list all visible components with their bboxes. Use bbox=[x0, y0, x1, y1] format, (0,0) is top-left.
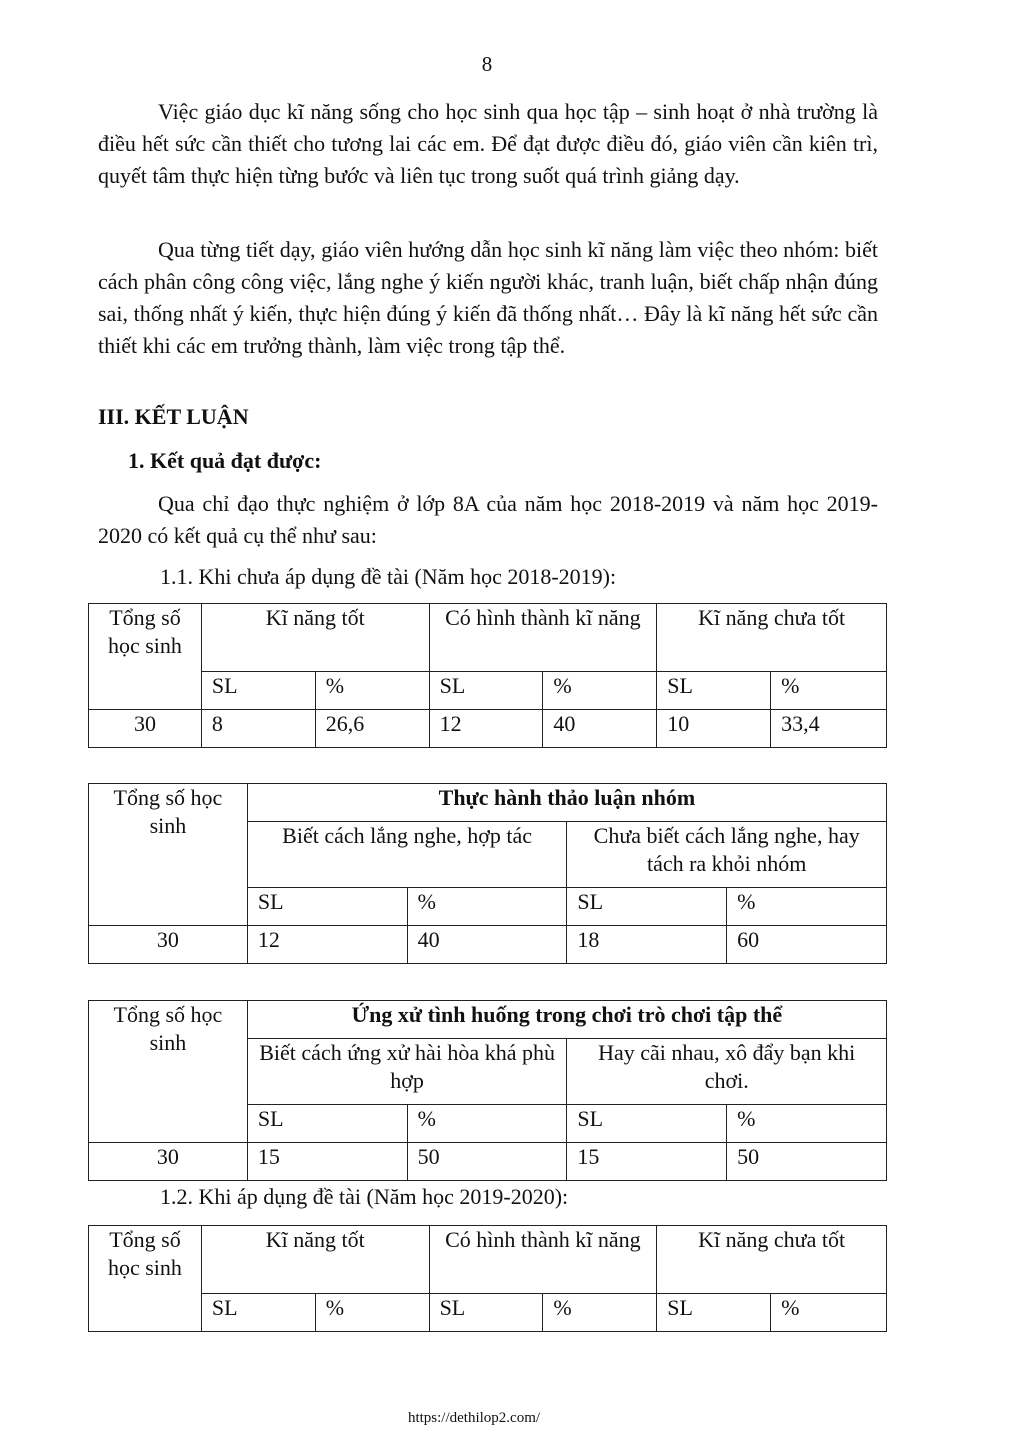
cell-value: 60 bbox=[727, 926, 887, 964]
header-sl: SL bbox=[429, 672, 543, 710]
header-quarrel: Hay cãi nhau, xô đẩy bạn khi chơi. bbox=[567, 1039, 887, 1105]
header-sl: SL bbox=[247, 888, 407, 926]
cell-value: 50 bbox=[407, 1143, 567, 1181]
footer-url[interactable]: https://dethilop2.com/ bbox=[407, 1410, 541, 1426]
header-percent: % bbox=[543, 1294, 657, 1332]
header-sl: SL bbox=[657, 1294, 771, 1332]
header-good-skills: Kĩ năng tốt bbox=[201, 604, 429, 672]
cell-total: 30 bbox=[89, 926, 248, 964]
header-sl: SL bbox=[247, 1105, 407, 1143]
header-not-listening: Chưa biết cách lắng nghe, hay tách ra khỏi nhóm bbox=[567, 822, 887, 888]
header-percent: % bbox=[727, 1105, 887, 1143]
page-number: 8 bbox=[481, 52, 493, 76]
header-percent: % bbox=[315, 672, 429, 710]
cell-total: 30 bbox=[89, 710, 202, 748]
cell-value: 40 bbox=[407, 926, 567, 964]
header-total-students: Tổng số học sinh bbox=[89, 604, 202, 710]
cell-value: 40 bbox=[543, 710, 657, 748]
paragraph-group-work: Qua từng tiết dạy, giáo viên hướng dẫn học sinh kĩ năng làm việc theo nhóm: biết cách phân công công việc, lắng nghe ý kiến người khác, tranh luận, biết chấp nhận đúng sai, thống nhất ý kiến, thực hiện đúng ý kiến đã thống nhất… Đây là kĩ năng hết sức cần thiết khi các em trưởng thành, làm việc trong tập thể. bbox=[98, 237, 878, 358]
cell-value: 12 bbox=[429, 710, 543, 748]
header-percent: % bbox=[407, 888, 567, 926]
header-total-students: Tổng số học sinh bbox=[89, 1226, 202, 1332]
caption-after: 1.2. Khi áp dụng đề tài (Năm học 2019-2020): bbox=[160, 1184, 569, 1209]
cell-value: 10 bbox=[657, 710, 771, 748]
header-sl: SL bbox=[201, 672, 315, 710]
header-group-discussion: Thực hành thảo luận nhóm bbox=[247, 784, 886, 822]
section-heading: III. KẾT LUẬN bbox=[98, 404, 249, 429]
cell-value: 8 bbox=[201, 710, 315, 748]
header-game-behavior: Ứng xử tình huống trong chơi trò chơi tập thể bbox=[247, 1001, 886, 1039]
header-forming-skills: Có hình thành kĩ năng bbox=[429, 1226, 657, 1294]
subheading-results: 1. Kết quả đạt được: bbox=[128, 448, 322, 473]
cell-total: 30 bbox=[89, 1143, 248, 1181]
cell-value: 15 bbox=[247, 1143, 407, 1181]
header-percent: % bbox=[543, 672, 657, 710]
header-poor-skills: Kĩ năng chưa tốt bbox=[657, 604, 887, 672]
cell-value: 26,6 bbox=[315, 710, 429, 748]
caption-before: 1.1. Khi chưa áp dụng đề tài (Năm học 2018-2019): bbox=[160, 564, 617, 589]
header-listen-cooperate: Biết cách lắng nghe, hợp tác bbox=[247, 822, 567, 888]
table-skills-before bbox=[88, 603, 887, 748]
table-skills-after bbox=[88, 1225, 887, 1332]
header-percent: % bbox=[407, 1105, 567, 1143]
header-percent: % bbox=[771, 672, 887, 710]
header-forming-skills: Có hình thành kĩ năng bbox=[429, 604, 657, 672]
cell-value: 33,4 bbox=[771, 710, 887, 748]
header-total-students: Tổng số học sinh bbox=[89, 1001, 248, 1143]
table-group-discussion bbox=[88, 783, 887, 964]
cell-value: 15 bbox=[567, 1143, 727, 1181]
header-sl: SL bbox=[567, 888, 727, 926]
header-percent: % bbox=[771, 1294, 887, 1332]
header-percent: % bbox=[315, 1294, 429, 1332]
header-sl: SL bbox=[429, 1294, 543, 1332]
header-percent: % bbox=[727, 888, 887, 926]
paragraph-experiment: Qua chỉ đạo thực nghiệm ở lớp 8A của năm học 2018-2019 và năm học 2019-2020 có kết quả cụ thể như sau: bbox=[98, 491, 878, 548]
cell-value: 12 bbox=[247, 926, 407, 964]
header-sl: SL bbox=[201, 1294, 315, 1332]
paragraph-life-skills: Việc giáo dục kĩ năng sống cho học sinh qua học tập – sinh hoạt ở nhà trường là điều hết sức cần thiết cho tương lai các em. Để đạt được điều đó, giáo viên cần kiên trì, quyết tâm thực hiện từng bước và liên tục trong suốt quá trình giảng dạy. bbox=[98, 99, 878, 188]
header-good-skills: Kĩ năng tốt bbox=[201, 1226, 429, 1294]
cell-value: 50 bbox=[727, 1143, 887, 1181]
table-game-behavior bbox=[88, 1000, 887, 1181]
header-sl: SL bbox=[657, 672, 771, 710]
header-sl: SL bbox=[567, 1105, 727, 1143]
header-behave-well: Biết cách ứng xử hài hòa khá phù hợp bbox=[247, 1039, 567, 1105]
header-total-students: Tổng số học sinh bbox=[89, 784, 248, 926]
header-poor-skills: Kĩ năng chưa tốt bbox=[657, 1226, 887, 1294]
cell-value: 18 bbox=[567, 926, 727, 964]
